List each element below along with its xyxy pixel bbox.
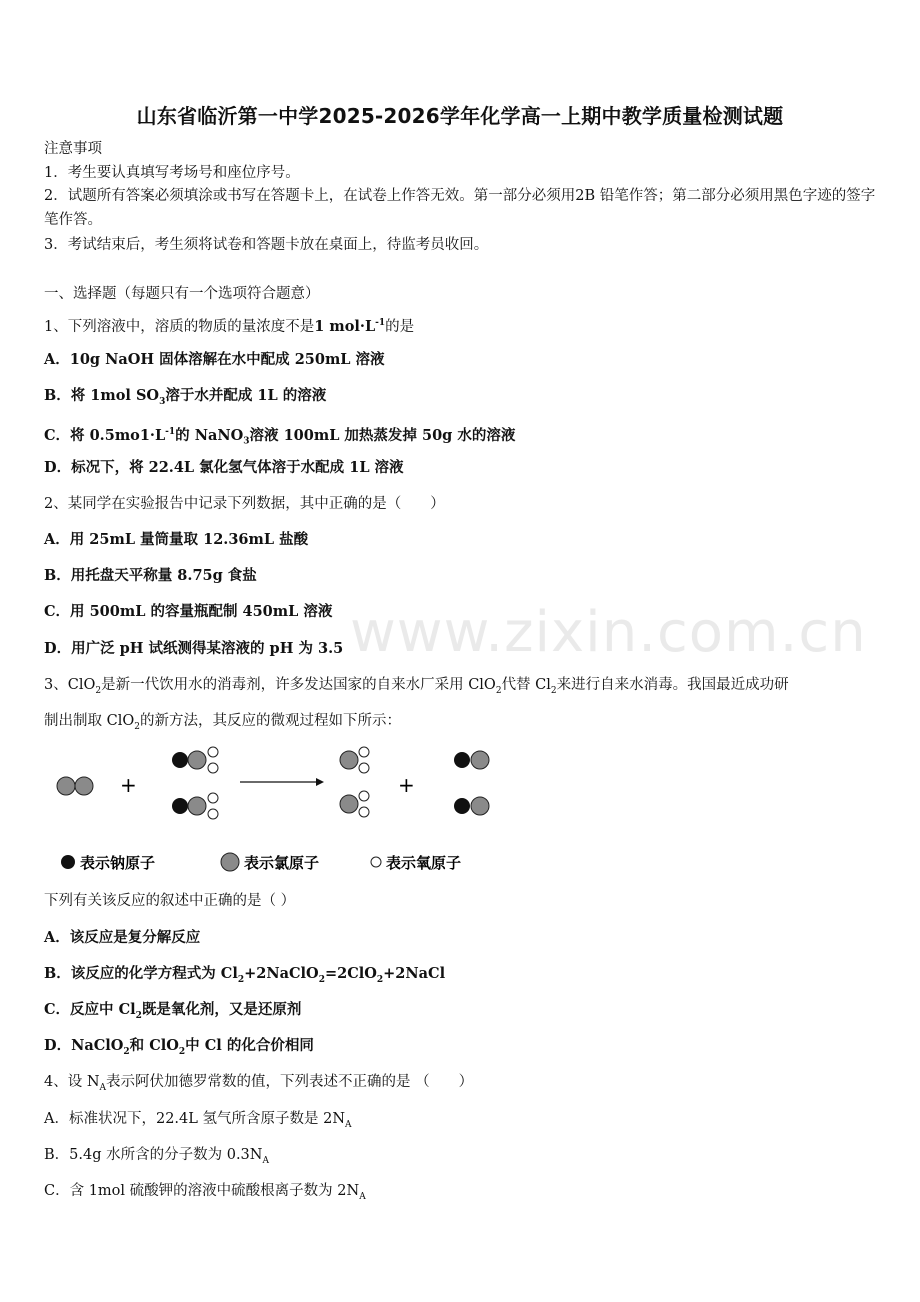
sodium-chlorite-molecule	[172, 793, 218, 819]
question-3-option-d: D．NaClO$_2$和 ClO$_2$中 Cl 的化合价相同	[44, 1037, 314, 1057]
question-1-option-c: C．将 $0.5mo1\cdot L^{-1}$的 NaNO$_3$溶液 100mL 加热蒸发掉 50g 水的溶液	[44, 426, 516, 447]
notice-item-2: 2．试题所有答案必须填涂或书写在答题卡上，在试卷上作答无效。第一部分必须用2B 铅笔作答；第二部分必须用黑色字迹的签字笔作答。	[44, 188, 876, 228]
diagram-legend	[58, 850, 498, 876]
notice-heading: 注意事项	[44, 141, 102, 157]
question-1-stem: 1、下列溶液中，溶质的物质的量浓度不是1 $mol\cdot L^{-1}$的是	[44, 317, 415, 335]
question-2-option-a: A．用 25mL 量筒量取 12.36mL 盐酸	[44, 531, 309, 548]
question-2-option-d: D．用广泛 pH 试纸测得某溶液的 pH 为 3.5	[44, 640, 344, 657]
notice-item-3: 3．考试结束后，考生须将试卷和答题卡放在桌面上，待监考员收回。	[44, 237, 489, 253]
question-2-option-c: C．用 500mL 的容量瓶配制 450mL 溶液	[44, 603, 333, 620]
notice-item-1: 1．考生要认真填写考场号和座位序号。	[44, 165, 300, 181]
chlorine-legend-icon	[221, 853, 239, 871]
reaction-arrow	[240, 778, 324, 786]
sodium-chloride-molecule	[454, 751, 489, 769]
question-2-stem: 2、某同学在实验报告中记录下列数据，其中正确的是（ ）	[44, 496, 445, 512]
chlorine-dioxide-molecule	[340, 747, 369, 773]
question-3-option-c: C．反应中 $Cl_2$既是氧化剂，又是还原剂	[44, 1001, 302, 1021]
chlorine-dioxide-molecule	[340, 791, 369, 817]
question-2-option-b: B．用托盘天平称量 8.75g 食盐	[44, 567, 257, 584]
plus-sign: +	[398, 773, 415, 797]
question-1-option-b: B．将 1mol $SO_3$溶于水并配成 1L 的溶液	[44, 387, 327, 407]
reaction-diagram	[44, 740, 514, 830]
oxygen-legend-icon	[371, 857, 381, 867]
question-1-option-d: D．标况下，将 22.4L 氯化氢气体溶于水配成 1L 溶液	[44, 459, 404, 476]
question-1-option-a: A．10g NaOH 固体溶解在水中配成 250mL 溶液	[44, 351, 385, 368]
plus-sign: +	[120, 773, 137, 797]
watermark: www.zixin.com.cn	[350, 600, 867, 665]
question-4-option-a: A．标准状况下，22.4L 氢气所含原子数是 $2N_A$	[44, 1111, 352, 1130]
sodium-chlorite-molecule	[172, 747, 218, 773]
question-3-stem-line-2: 制出制取 ClO$_2$的新方法，其反应的微观过程如下所示：	[44, 713, 401, 732]
question-4-stem: 4、设 $N_A$表示阿伏加德罗常数的值，下列表述不正确的是 （ ）	[44, 1074, 474, 1093]
question-3-option-a: A．该反应是复分解反应	[44, 929, 201, 946]
question-4-option-b: B．5.4g 水所含的分子数为 $0.3N_A$	[44, 1147, 269, 1166]
section-heading: 一、选择题（每题只有一个选项符合题意）	[44, 286, 320, 302]
sodium-chloride-molecule	[454, 797, 489, 815]
question-3-option-b: B．该反应的化学方程式为 $Cl_2+2NaClO_2=2ClO_2+2NaCl$	[44, 965, 446, 985]
legend-sodium-label: 表示钠原子	[80, 854, 156, 872]
question-3-ask: 下列有关该反应的叙述中正确的是（ ）	[44, 893, 296, 909]
legend-chlorine-label: 表示氯原子	[244, 854, 320, 872]
page-title: 山东省临沂第一中学2025-2026学年化学高一上期中教学质量检测试题	[136, 104, 784, 128]
question-4-option-c: C．含 1mol 硫酸钾的溶液中硫酸根离子数为 $2N_A$	[44, 1183, 366, 1202]
sodium-legend-icon	[61, 855, 75, 869]
legend-oxygen-label: 表示氧原子	[386, 854, 462, 872]
question-3-stem-line-1: 3、ClO$_2$是新一代饮用水的消毒剂，许多发达国家的自来水厂采用 ClO$_2$代替 $Cl_2$来进行自来水消毒。我国最近成功研	[44, 677, 789, 696]
chlorine-molecule	[57, 777, 93, 795]
